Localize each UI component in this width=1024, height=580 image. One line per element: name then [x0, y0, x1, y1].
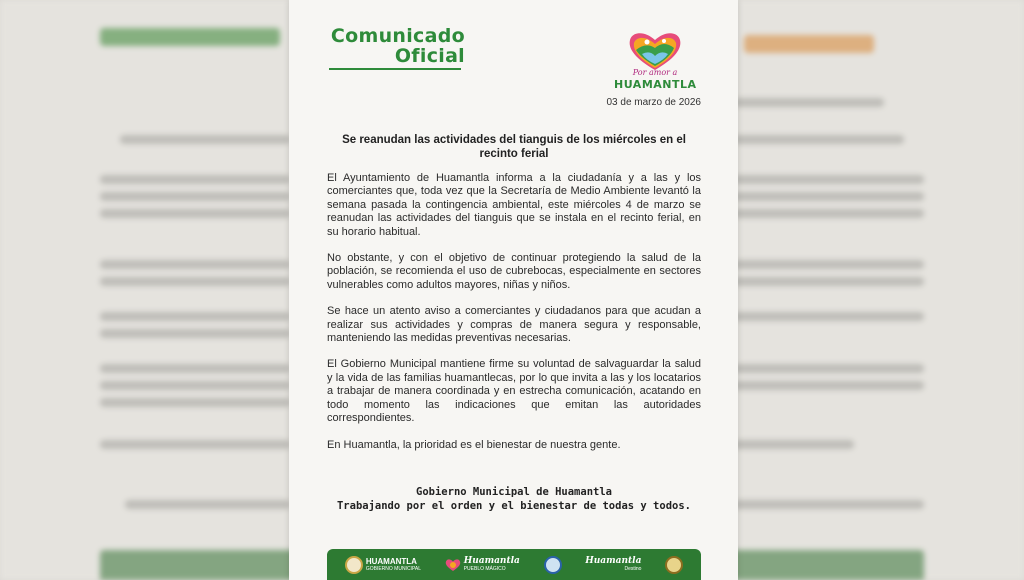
title-line-2: Oficial — [394, 45, 465, 67]
footer-seal-gold — [665, 556, 683, 574]
paragraph: Se hace un atento aviso a comerciantes y ciudadanos para que acudan a realizar sus actividades y compras de manera segura y responsable, manteniendo las medidas preventivas necesarias. — [327, 305, 701, 345]
communique-date: 03 de marzo de 2026 — [606, 97, 701, 108]
blurred-background-right — [724, 0, 1024, 580]
footer-gov-name: HUAMANTLA — [365, 556, 417, 566]
signature-line-1: Gobierno Municipal de Huamantla — [416, 486, 612, 498]
communique-headline: Se reanudan las actividades del tianguis de los miércoles en el recinto ferial — [342, 134, 686, 160]
logo-tagline: Por amor a — [632, 68, 678, 77]
footer-magic-sub: PUEBLO MÁGICO — [463, 566, 506, 572]
logo-name: HUAMANTLA — [614, 78, 697, 91]
title-underline — [329, 68, 461, 70]
footer-pueblo-magico-logo — [445, 557, 520, 572]
huamantla-logo — [614, 28, 696, 94]
municipal-seal-icon — [345, 556, 363, 574]
footer-magic-name: Huamantla — [463, 556, 520, 566]
pueblo-magico-icon — [445, 558, 461, 572]
paragraph: En Huamantla, la prioridad es el bienestar de nuestra gente. — [327, 438, 621, 451]
paragraph: El Ayuntamiento de Huamantla informa a la ciudadanía y a las y los comerciantes que, toda vez que la Secretaría de Medio Ambiente levantó la semana pasada la contingencia ambiental, este miércoles 4 de marzo se reanudan las actividades del tianguis que se instala en el recinto ferial, en su horario habitual. — [327, 172, 701, 238]
communique-body — [327, 172, 701, 465]
signature-line-2: Trabajando por el orden y el bienestar de todas y todos. — [336, 500, 691, 512]
state-seal-icon — [544, 556, 562, 574]
footer-seal-blue — [544, 556, 562, 574]
footer-script-name: Huamantla — [585, 556, 642, 566]
heart-landscape-icon — [614, 28, 696, 72]
paragraph: El Gobierno Municipal mantiene firme su voluntad de salvaguardar la salud y la vida de las familias huamantlecas, por lo que invita a las y los locatarios a trabajar de manera coordinada y en estrecha comunicación, acatando en todo momento las indicaciones que emitan las autoridades correspondientes. — [327, 358, 701, 425]
blurred-background-left — [0, 0, 300, 580]
footer-gov-sub: GOBIERNO MUNICIPAL — [365, 565, 422, 572]
emblem-icon — [665, 556, 683, 574]
footer-gov-logo — [345, 556, 421, 574]
signature-block — [309, 485, 719, 513]
title-line-1: Comunicado — [330, 25, 465, 47]
communique-page — [289, 0, 738, 580]
communique-title — [325, 26, 465, 70]
footer-logos-bar — [327, 549, 701, 580]
footer-destino-logo — [585, 557, 641, 572]
paragraph: No obstante, y con el objetivo de continuar protegiendo la salud de la población, se recomienda el uso de cubrebocas, especialmente en sectores vulnerables como adultos mayores, niñas y niños. — [327, 252, 701, 291]
footer-script-sub: Destino — [624, 566, 642, 572]
